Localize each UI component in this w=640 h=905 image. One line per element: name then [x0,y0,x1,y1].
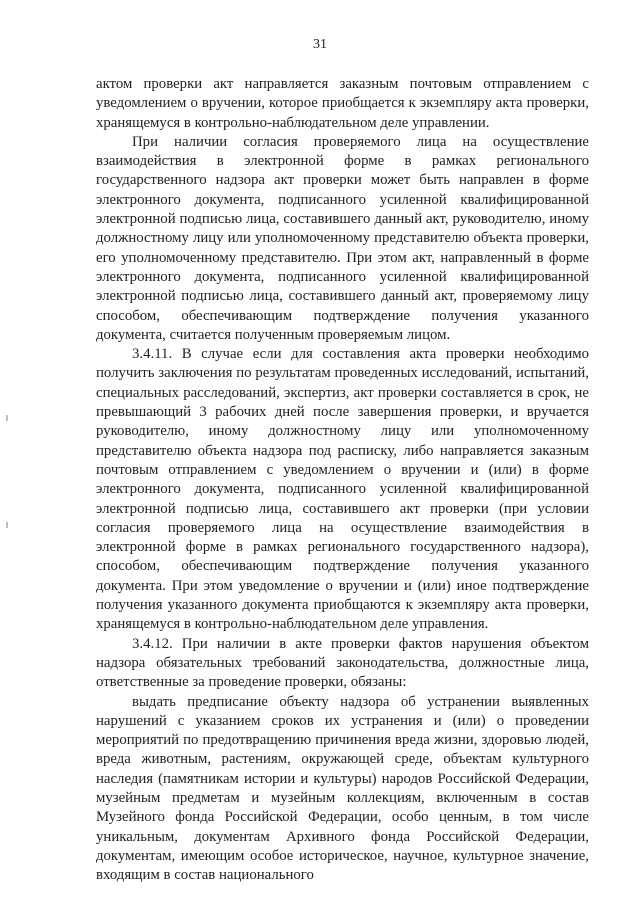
scan-artifact-mark [6,415,8,421]
paragraph-electronic-act: При наличии согласия проверяемого лица на осуществление взаимодействия в электронной форме в рамках регионального государственного надзора акт проверки может быть направлен в форме электронного документа, подписанного усиленной квалифицированной электронной подписью лица, составившего данный акт, руководителю, иному должностному лицу или уполномоченному представителю объекта проверки, его уполномоченному представителю. При этом акт, направленный в форме электронного документа, подписанного усиленной квалифицированной электронной подписью лица, составившего данный акт, проверяемому лицу способом, обеспечивающим подтверждение получения указанного документа, считается полученным проверяемым лицом. [96,133,589,343]
paragraph-continuation: актом проверки акт направляется заказным почтовым отправлением с уведомлением о вручении, которое приобщается к экземпляру акта проверки, хранящемуся в контрольно-наблюдательном деле управлении. [96,76,589,131]
paragraph-3-4-12: 3.4.12. При наличии в акте проверки фактов нарушения объектом надзора обязательных требований законодательства, должностные лица, ответственные за проведение проверки, обязаны: [96,635,589,691]
scan-artifact-mark [6,522,8,528]
document-body [96,75,589,885]
paragraph-issue-order: выдать предписание объекту надзора об устранении выявленных нарушений с указанием сроков их устранения и (или) о проведении мероприятий по предотвращению причинения вреда жизни, здоровью людей, вреда животным, растениям, окружающей среде, объектам культурного наследия (памятникам истории и культуры) народов Российской Федерации, музейным предметам и музейным коллекциям, включенным в состав Музейного фонда Российской Федерации, особо ценным, в том числе уникальным, документам Архивного фонда Российской Федерации, документам, имеющим особое историческое, научное, культурное значение, входящим в состав национального [96,693,589,884]
page-number: 31 [313,37,327,52]
paragraph-3-4-11: 3.4.11. В случае если для составления акта проверки необходимо получить заключения по результатам проведенных исследований, испытаний, специальных расследований, экспертиз, акт проверки составляется в срок, не превышающий 3 рабочих дней после завершения проверки, и вручается руководителю, иному должностному лицу или уполномоченному представителю объекта надзора под расписку, либо направляется заказным почтовым отправлением с уведомлением о вручении и (или) в форме электронного документа, подписанного усиленной квалифицированной электронной подписью лица, составившего акт проверки (при условии согласия проверяемого лица на осуществление взаимодействия в электронной форме в рамках регионального государственного надзора), способом, обеспечивающим подтверждение получения указанного документа. При этом уведомление о вручении и (или) иное подтверждение получения указанного документа приобщаются к экземпляру акта проверки, хранящемуся в контрольно-наблюдательном деле управления. [96,346,589,633]
